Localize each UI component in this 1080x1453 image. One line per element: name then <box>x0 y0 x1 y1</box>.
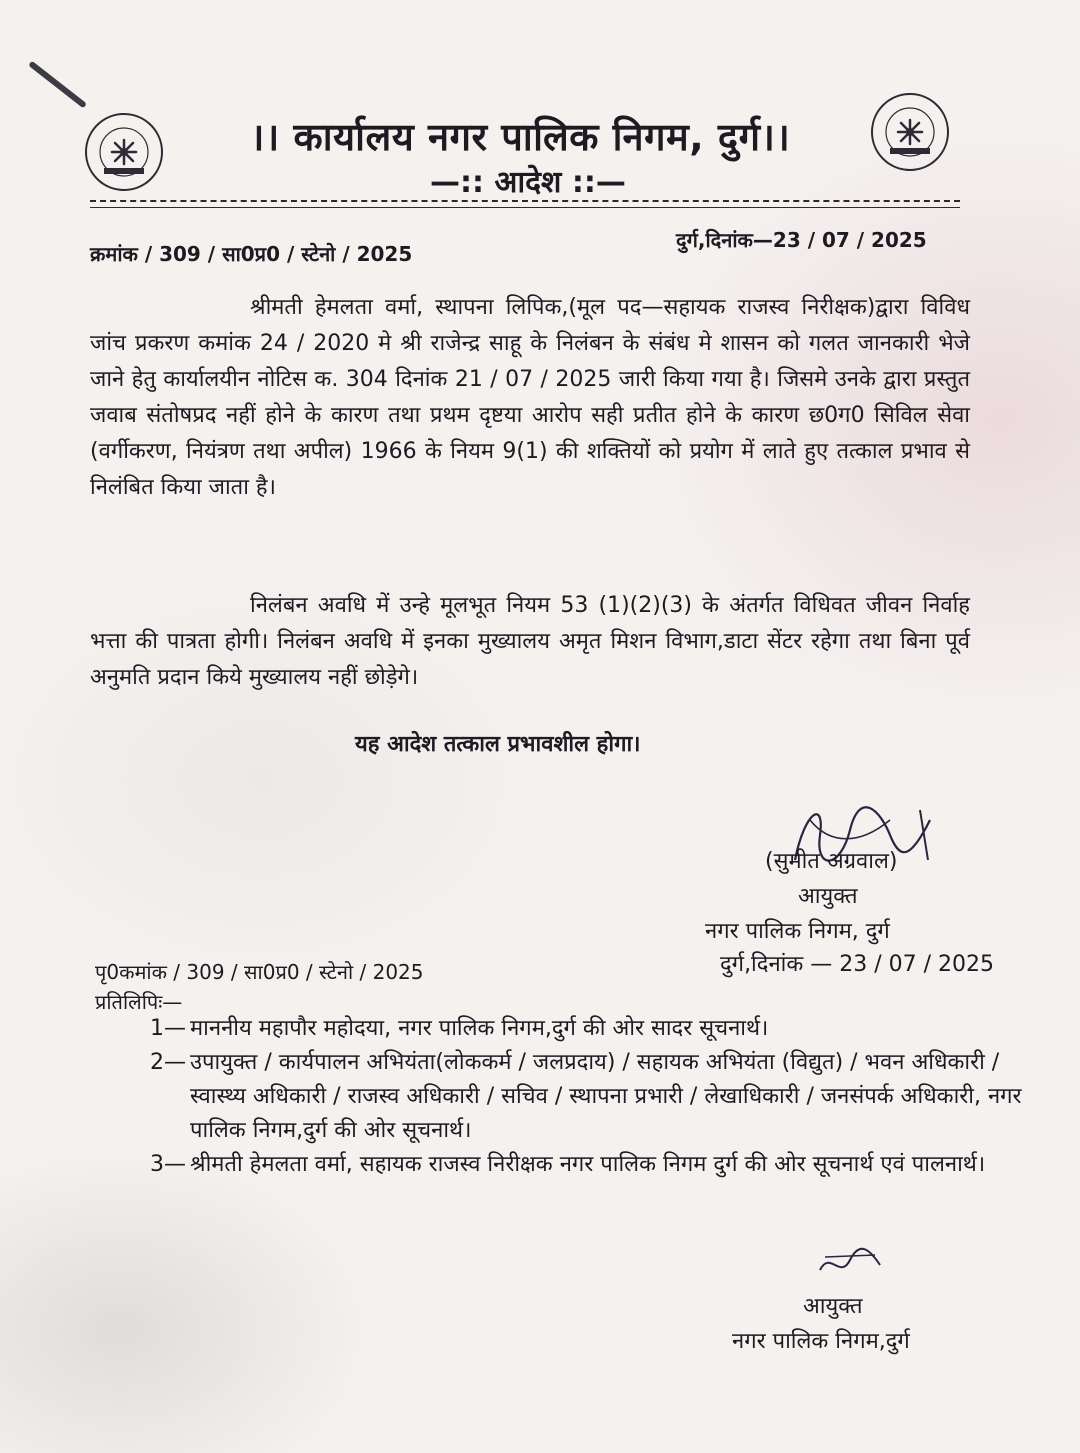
endorsement-office: नगर पालिक निगम,दुर्ग <box>732 1329 910 1354</box>
order-paragraph-1: श्रीमती हेमलता वर्मा, स्थापना लिपिक,(मूल पद—सहायक राजस्व निरीक्षक)द्वारा विविध जांच प्रकरण कमांक 24 / 2020 मे श्री राजेन्द्र साहू के निलंबन के संबंध मे शासन को गलत जानकारी भेजे जाने हेतु कार्यालयीन नोटिस क. 304 दिनांक 21 / 07 / 2025 जारी किया गया है। जिसमे उनके द्वारा प्रस्तुत जवाब संतोषप्रद नहीं होने के कारण तथा प्रथम दृष्टया आरोप सही प्रतीत होने के कारण छ0ग0 सिविल सेवा (वर्गीकरण, नियंत्रण तथा अपील) 1966 के नियम 9(1) की शक्तियों को प्रयोग में लाते हुए तत्काल प्रभाव से निलंबित किया जाता है। <box>90 295 970 500</box>
order-number: क्रमांक / 309 / सा0प्र0 / स्टेनो / 2025 <box>90 242 413 266</box>
list-item: 3— श्रीमती हेमलता वर्मा, सहायक राजस्व निरीक्षक नगर पालिक निगम दुर्ग की ओर सूचनार्थ एवं पालनार्थ। <box>150 1152 986 1177</box>
initials-signature-icon <box>815 1245 885 1285</box>
commissioner-designation: आयुक्त <box>798 884 858 909</box>
list-item: 2— उपायुक्त / कार्यपालन अभियंता(लोककर्म / जलप्रदाय) / सहायक अभियंता (विद्युत) / भवन अधिकारी / स्वास्थ्य अधिकारी / राजस्व अधिकारी / सचिव / स्थापना प्रभारी / लेखाधिकारी / जनसंपर्क अधिकारी, नगर पालिक निगम,दुर्ग की ओर सूचनार्थ। <box>150 1050 1022 1143</box>
order-date: दुर्ग,दिनांक—23 / 07 / 2025 <box>676 228 927 252</box>
header-divider-dashed <box>90 200 960 202</box>
copy-to-list <box>150 1012 1050 1182</box>
office-title: ।। कार्यालय नगर पालिक निगम, दुर्ग।। <box>250 115 791 159</box>
endorsement-number: पृ0कमांक / 309 / सा0प्र0 / स्टेनो / 2025 <box>95 960 424 984</box>
order-paragraph-2: निलंबन अवधि में उन्हे मूलभूत नियम 53 (1)(2)(3) के अंतर्गत विधिवत जीवन निर्वाह भत्ता की पात्रता होगी। निलंबन अवधि में इनका मुख्यालय अमृत मिशन विभाग,डाटा सेंटर रहेगा तथा बिना पूर्व अनुमति प्रदान किये मुख्यालय नहीं छोड़ेगे। <box>90 593 970 690</box>
order-heading: —:: आदेश ::— <box>430 165 626 200</box>
commissioner-name: (सुमीत अग्रवाल) <box>765 849 898 874</box>
header-divider-solid <box>90 207 960 208</box>
commissioner-office: नगर पालिक निगम, दुर्ग <box>705 919 890 944</box>
list-item: 1— माननीय महापौर महोदया, नगर पालिक निगम,दुर्ग की ओर सादर सूचनार्थ। <box>150 1016 769 1041</box>
endorsement-designation: आयुक्त <box>803 1294 863 1319</box>
copy-to-label: प्रतिलिपिः— <box>95 990 183 1014</box>
municipal-seal-left-icon <box>82 110 166 194</box>
municipal-seal-right-icon <box>868 90 952 174</box>
endorsement-date: दुर्ग,दिनांक — 23 / 07 / 2025 <box>720 952 995 977</box>
order-effect-statement: यह आदेश तत्काल प्रभावशील होगा। <box>355 732 641 757</box>
pen-mark <box>28 61 87 109</box>
commissioner-signature-icon <box>770 790 940 890</box>
